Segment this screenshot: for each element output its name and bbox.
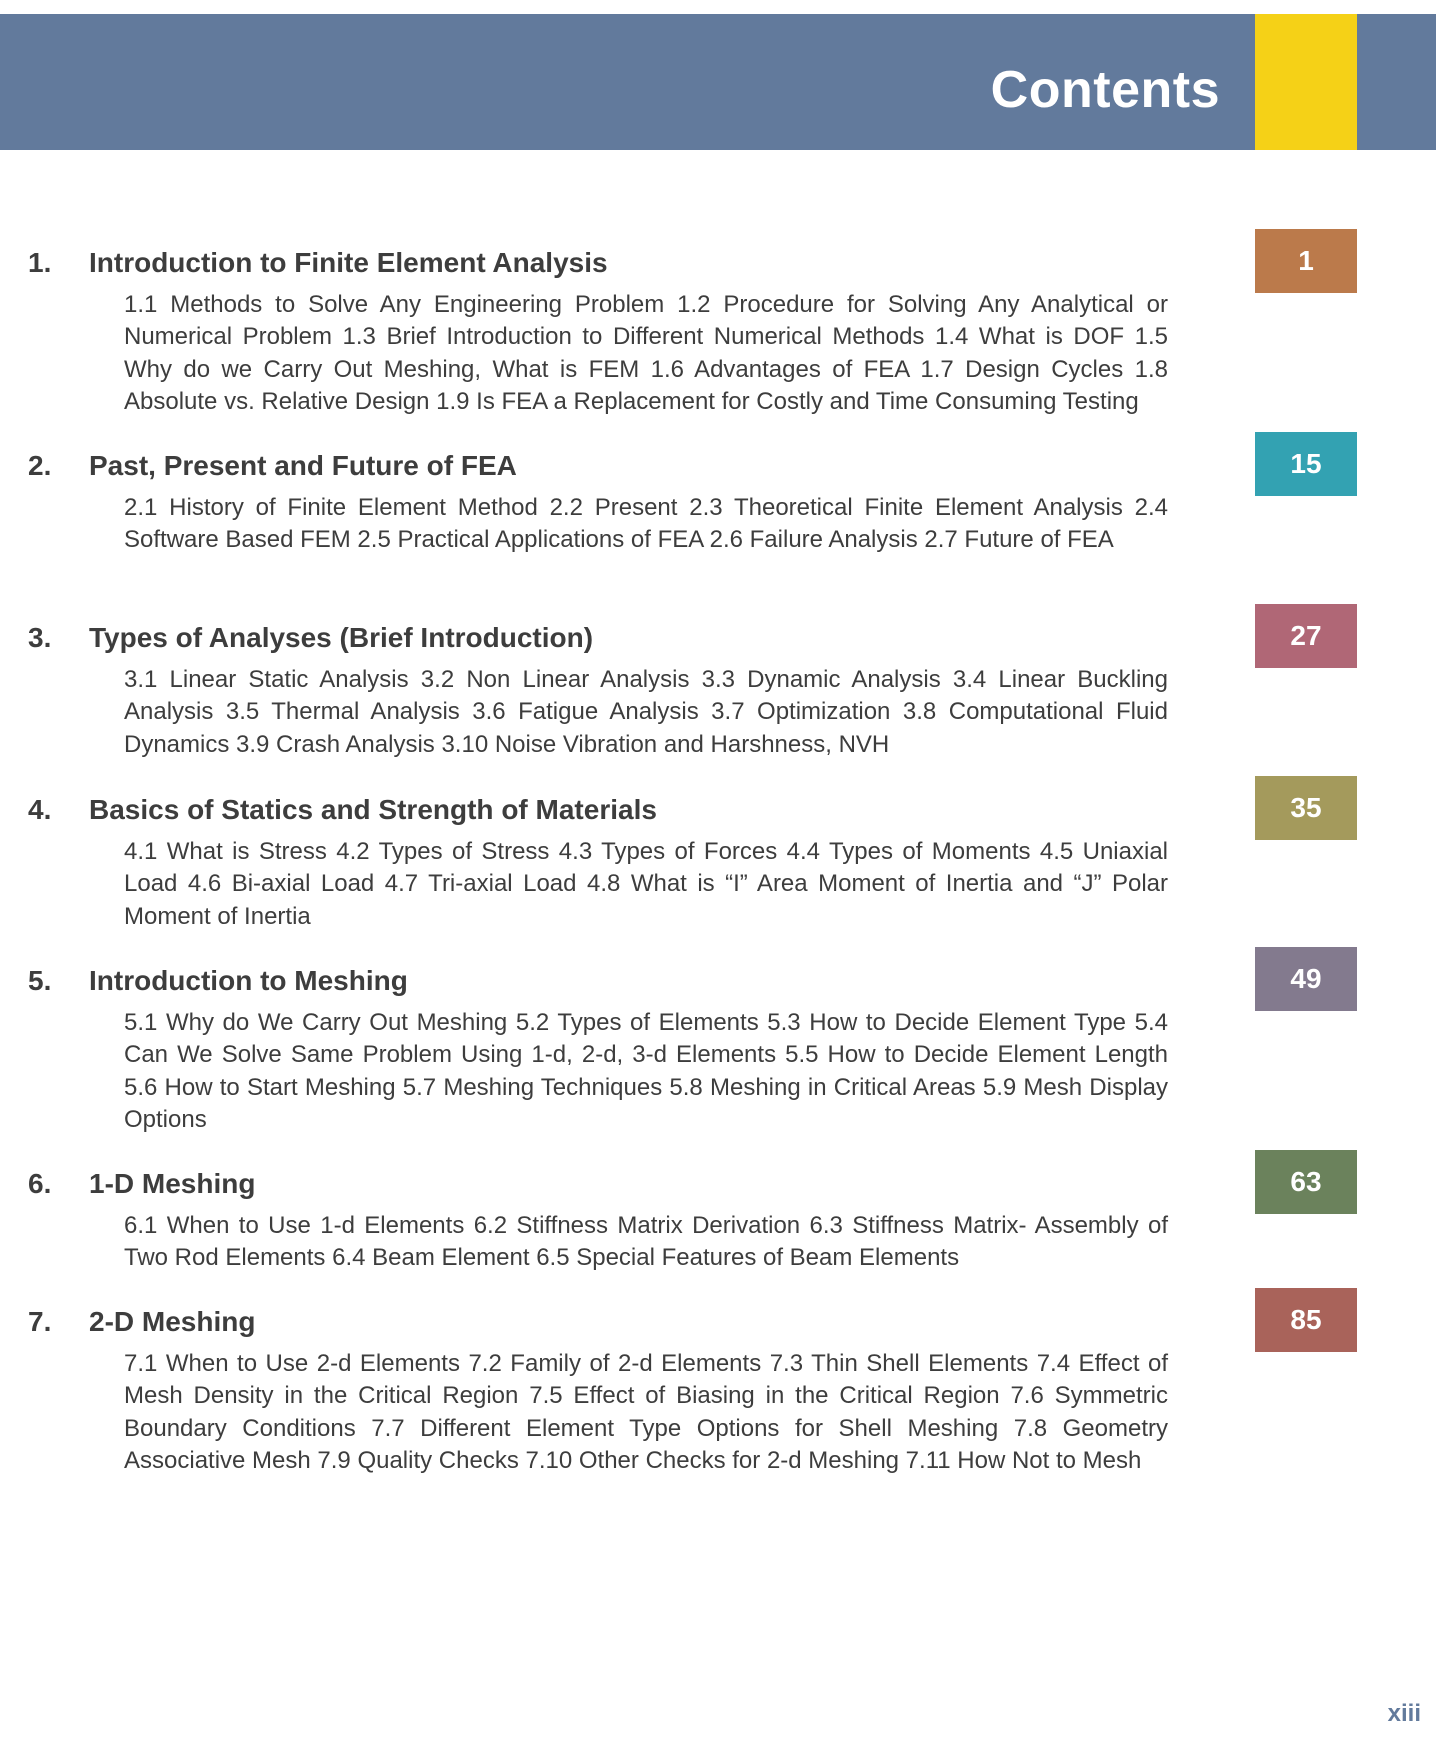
page-number: xiii: [1387, 1700, 1421, 1727]
chapter-number: 1.: [28, 247, 52, 278]
chapter-number: 7.: [28, 1306, 52, 1337]
chapter-title[interactable]: 2-D Meshing: [89, 1306, 256, 1337]
chapter-page-badge[interactable]: 27: [1255, 604, 1357, 668]
chapter-sections: 2.1 History of Finite Element Method 2.2 Present 2.3 Theoretical Finite Element Analysis 2.4 Software Based FEM 2.5 Practical Applications of FEA 2.6 Failure Analysis 2.7 Future of FEA: [124, 494, 1168, 554]
chapter-page-badge[interactable]: 35: [1255, 776, 1357, 840]
page-title: Contents: [990, 61, 1220, 119]
chapter-sections: 4.1 What is Stress 4.2 Types of Stress 4.3 Types of Forces 4.4 Types of Moments 4.5 Uniaxial Load 4.6 Bi-axial Load 4.7 Tri-axial Load 4.8 What is “I” Area Moment of Inertia and “J” Polar Moment of Inertia: [124, 838, 1168, 930]
chapter-page-badge[interactable]: 63: [1255, 1150, 1357, 1214]
chapter-page-badge[interactable]: 49: [1255, 947, 1357, 1011]
chapter-sections: 1.1 Methods to Solve Any Engineering Problem 1.2 Procedure for Solving Any Analytical or Numerical Problem 1.3 Brief Introduction to Different Numerical Methods 1.4 What is DOF 1.5 Why do we Carry Out Meshing, What is FEM 1.6 Advantages of FEA 1.7 Design Cycles 1.8 Absolute vs. Relative Design 1.9 Is FEA a Replacement for Costly and Time Consuming Testing: [124, 291, 1168, 416]
chapter-number: 4.: [28, 794, 52, 825]
chapter-sections: 6.1 When to Use 1-d Elements 6.2 Stiffness Matrix Derivation 6.3 Stiffness Matrix- Assembly of Two Rod Elements 6.4 Beam Element 6.5 Special Features of Beam Elements: [124, 1212, 1168, 1272]
header-band: [0, 14, 1436, 150]
chapter-title[interactable]: Introduction to Finite Element Analysis: [89, 247, 608, 278]
chapter-sections: 3.1 Linear Static Analysis 3.2 Non Linear Analysis 3.3 Dynamic Analysis 3.4 Linear Buckling Analysis 3.5 Thermal Analysis 3.6 Fatigue Analysis 3.7 Optimization 3.8 Computational Fluid Dynamics 3.9 Crash Analysis 3.10 Noise Vibration and Harshness, NVH: [124, 666, 1168, 758]
chapter-title[interactable]: Introduction to Meshing: [89, 965, 408, 996]
header-accent-block: [1255, 14, 1357, 150]
chapter-title[interactable]: Types of Analyses (Brief Introduction): [89, 622, 594, 653]
chapter-page-badge[interactable]: 15: [1255, 432, 1357, 496]
chapter-number: 2.: [28, 450, 52, 481]
chapter-sections: 7.1 When to Use 2-d Elements 7.2 Family of 2-d Elements 7.3 Thin Shell Elements 7.4 Effect of Mesh Density in the Critical Region 7.5 Effect of Biasing in the Critical Region 7.6 Symmetric Boundary Conditions 7.7 Different Element Type Options for Shell Meshing 7.8 Geometry Associative Mesh 7.9 Quality Checks 7.10 Other Checks for 2-d Meshing 7.11 How Not to Mesh: [124, 1350, 1168, 1475]
chapter-sections: 5.1 Why do We Carry Out Meshing 5.2 Types of Elements 5.3 How to Decide Element Type 5.4 Can We Solve Same Problem Using 1-d, 2-d, 3-d Elements 5.5 How to Decide Element Length 5.6 How to Start Meshing 5.7 Meshing Techniques 5.8 Meshing in Critical Areas 5.9 Mesh Display Options: [124, 1009, 1168, 1134]
chapter-page-badge[interactable]: 85: [1255, 1288, 1357, 1352]
chapter-title[interactable]: 1-D Meshing: [89, 1168, 256, 1199]
chapter-number: 5.: [28, 965, 52, 996]
chapter-number: 3.: [28, 622, 52, 653]
chapter-page-badge[interactable]: 1: [1255, 229, 1357, 293]
chapter-title[interactable]: Past, Present and Future of FEA: [89, 450, 517, 481]
chapter-title[interactable]: Basics of Statics and Strength of Materials: [89, 794, 657, 825]
chapter-number: 6.: [28, 1168, 52, 1199]
